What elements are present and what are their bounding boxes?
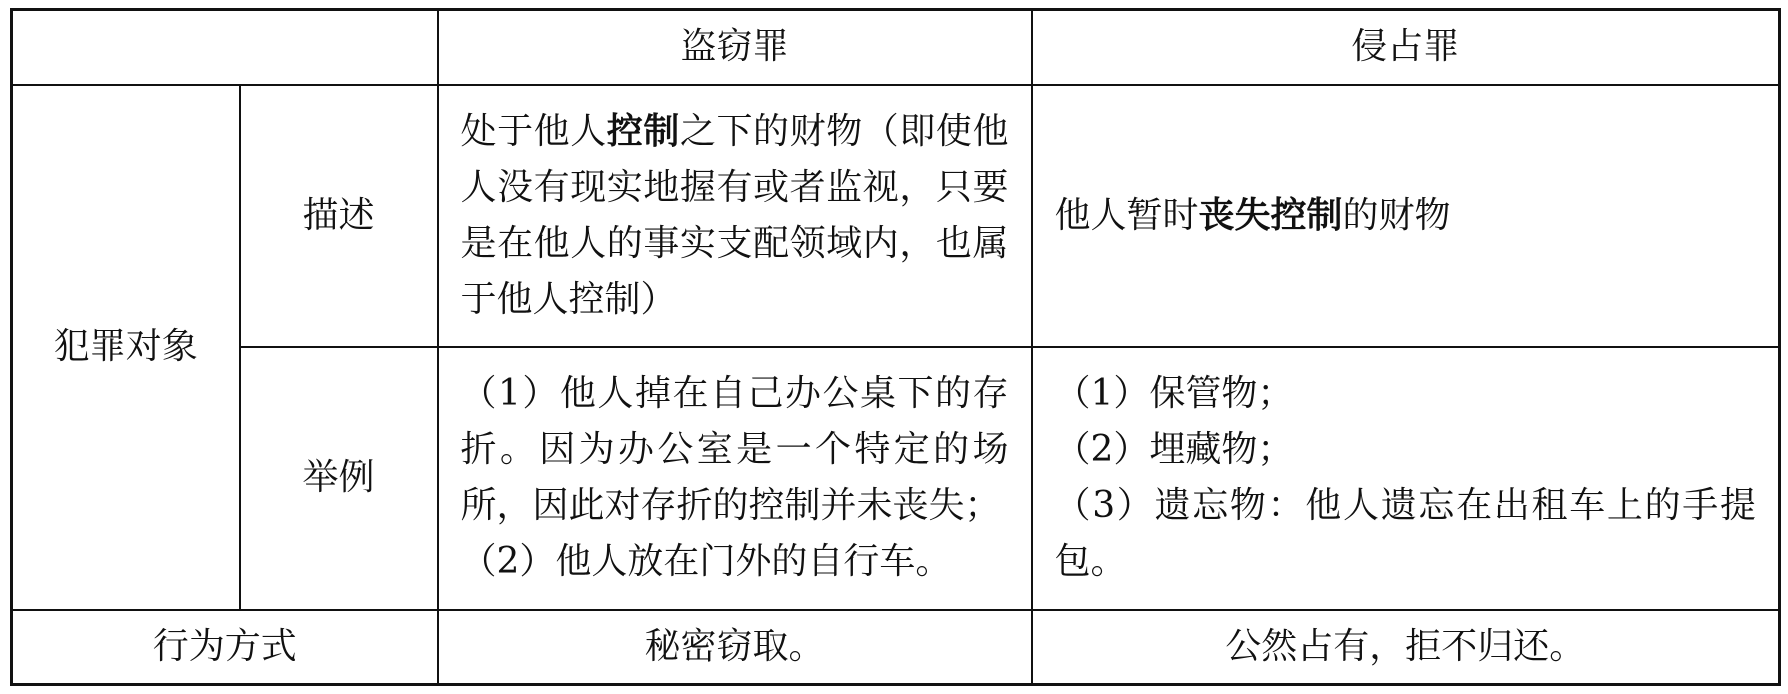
row-label-behavior: 行为方式 [12, 610, 438, 685]
table-header-row [12, 10, 1780, 85]
table-row-behavior [12, 610, 1780, 685]
theft-behavior: 秘密窃取。 [438, 610, 1032, 685]
embezzlement-examples [1032, 347, 1780, 610]
emb-desc-pre: 他人暂时 [1054, 194, 1199, 236]
header-theft: 盗窃罪 [438, 10, 1032, 85]
embezzlement-behavior: 公然占有，拒不归还。 [1032, 610, 1780, 685]
table-row-examples [12, 347, 1780, 610]
embezzlement-description [1032, 85, 1780, 348]
theft-desc-pre: 处于他人 [460, 110, 607, 152]
table-row-description [12, 85, 1780, 348]
list-item: （2）他人放在门外的自行车。 [460, 541, 952, 583]
row-label-crime-object: 犯罪对象 [12, 85, 240, 610]
comparison-table [10, 8, 1781, 686]
sub-label-description: 描述 [240, 85, 438, 348]
list-item: （1）保管物； [1054, 373, 1294, 415]
theft-description [438, 85, 1032, 348]
list-item: （1）他人掉在自己办公桌下的存折。因为办公室是一个特定的场所，因此对存折的控制并未丧失； [460, 373, 1009, 527]
emb-desc-bold: 丧失控制 [1198, 194, 1343, 236]
sub-label-example: 举例 [240, 347, 438, 610]
list-item: （2）埋藏物； [1054, 429, 1294, 471]
list-item: （3）遗忘物：他人遗忘在出租车上的手提包。 [1054, 485, 1756, 583]
theft-examples [438, 347, 1032, 610]
theft-desc-post: 之下的财物（即使他人没有现实地握有或者监视，只要是在他人的事实支配领域内，也属于他人控制） [460, 110, 1009, 320]
emb-desc-post: 的财物 [1342, 194, 1451, 236]
header-embezzlement: 侵占罪 [1032, 10, 1780, 85]
header-empty-cell [12, 10, 438, 85]
theft-desc-bold: 控制 [606, 110, 680, 152]
